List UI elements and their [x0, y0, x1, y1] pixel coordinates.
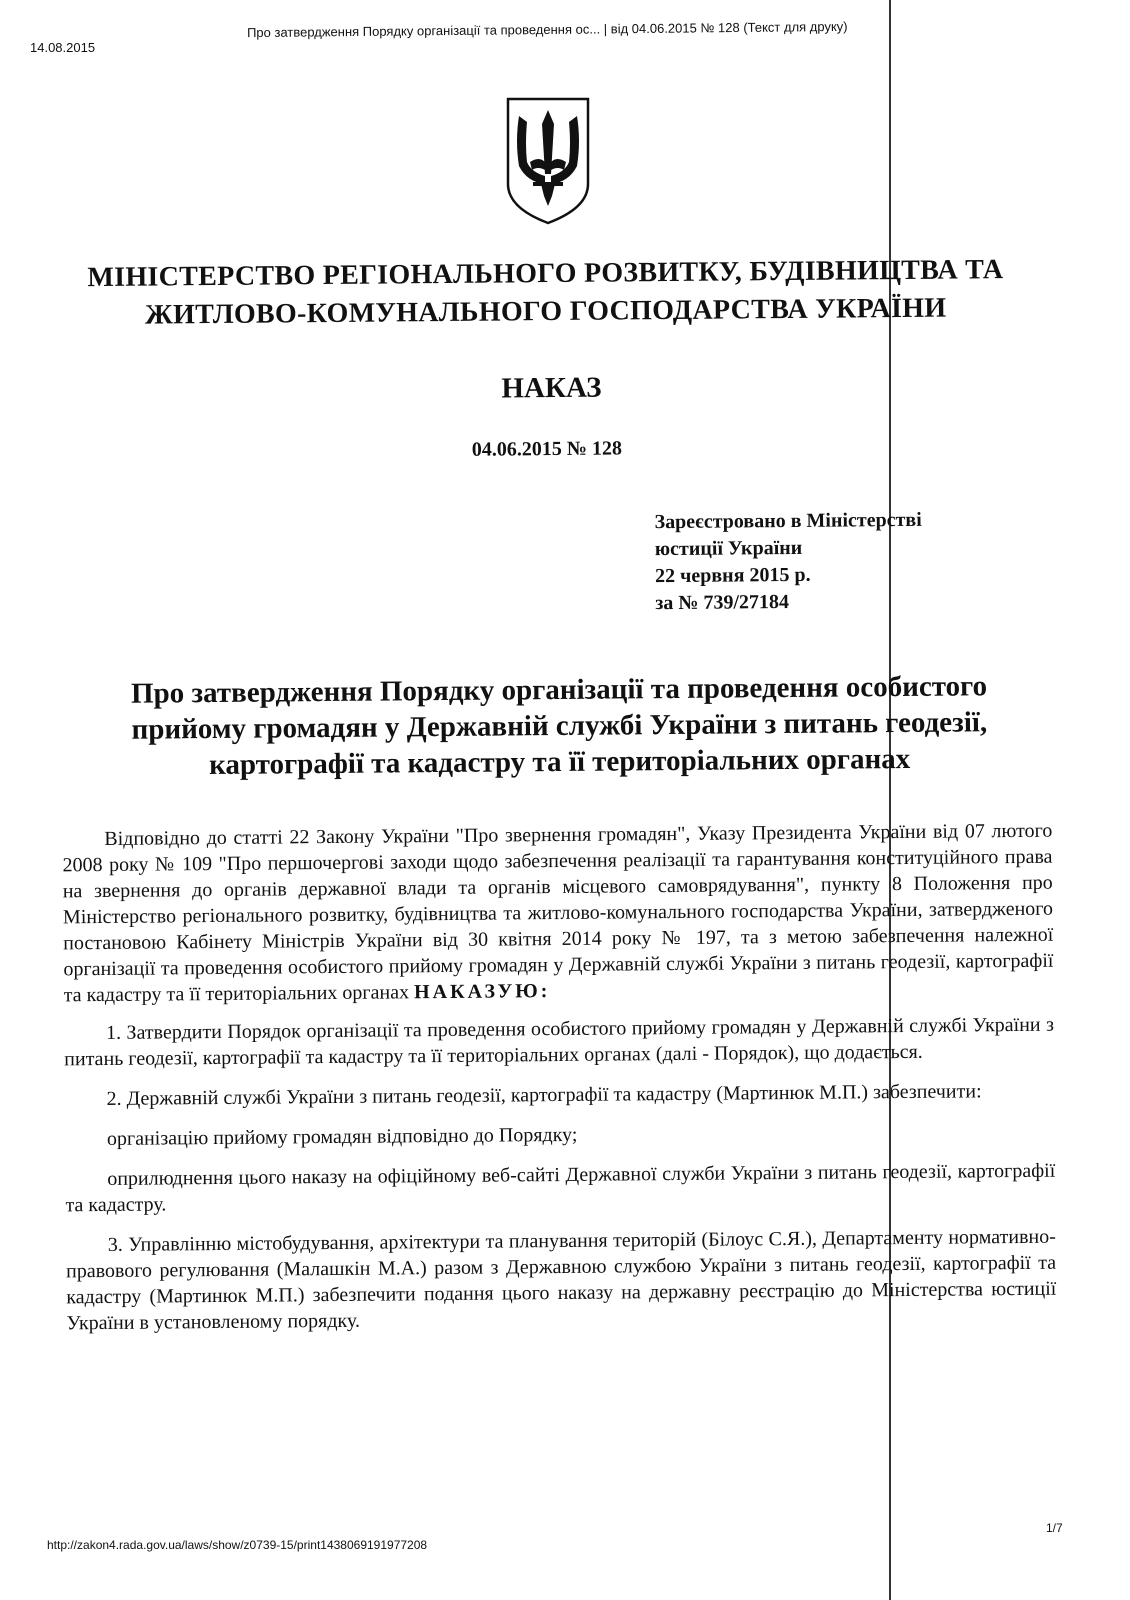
order-date-number: 04.06.2015 № 128 — [471, 437, 623, 461]
trident-coat-of-arms-icon — [505, 96, 591, 226]
registration-line-4: за № 739/27184 — [655, 590, 790, 615]
ministry-line-2: ЖИТЛОВО-КОМУНАЛЬНОГО ГОСПОДАРСТВА УКРАЇНИ — [144, 292, 947, 331]
registration-line-1: Зареєстровано в Міністерстві — [654, 508, 922, 534]
registration-stamp — [654, 507, 922, 617]
registration-line-2: юстиції України — [654, 536, 803, 561]
order-title: НАКАЗ — [501, 371, 602, 405]
order-text — [62, 818, 1056, 1337]
item-1-paragraph: 1. Затвердити Порядок організації та проведення особистого прийому громадян у Державній службі України з питань геодезії, картографії та кадастру та її територіальних органах (далі - Порядок), що додається. — [64, 1013, 1055, 1071]
preamble-text: Відповідно до статті 22 Закону України "Про звернення громадян", Указу Президента України від 07 лютого 2008 року № 109 "Про першочергові заходи щодо забезпечення реалізації та гарантування конституційного права на звернення до органів державної влади та органів місцевого самоврядування", пункту 8 Положення про Міністерство регіонального розвитку, будівництва та житлово-комунального господарства України, затвердженого постановою Кабінету Міністрів України від 30 квітня 2014 року № 197, та з метою забезпечення належної організації та проведення особистого прийому громадян у Державній службі України з питань геодезії, картографії та кадастру та її територіальних органах — [62, 819, 1054, 1007]
ministry-line-1: МІНІСТЕРСТВО РЕГІОНАЛЬНОГО РОЗВИТКУ, БУДІВНИЦТВА ТА — [87, 254, 1004, 294]
print-header — [0, 18, 1130, 55]
item-2a-paragraph: організацію прийому громадян відповідно до Порядку; — [106, 1123, 578, 1150]
print-page-number: 1/7 — [1046, 1521, 1063, 1535]
print-title: Про затвердження Порядку організації та проведення ос... | від 04.06.2015 № 128 (Текст для друку) — [246, 18, 848, 41]
print-date: 14.08.2015 — [30, 40, 96, 55]
order-subject: Про затвердження Порядку організації та проведення особистого прийому громадян у Державній службі України з питань геодезії, картографії та кадастру та її територіальних органах — [130, 670, 988, 782]
scan-artifact-line — [889, 0, 891, 1600]
preamble-paragraph — [62, 818, 1054, 1009]
ministry-name — [75, 251, 1016, 335]
item-2-paragraph: 2. Державній службі України з питань геодезії, картографії та кадастру (Мартинюк М.П.) забезпечити: — [106, 1080, 982, 1110]
nakazuyu-heading: НАКАЗУЮ: — [413, 980, 551, 1004]
item-2b-paragraph: оприлюднення цього наказу на офіційному веб-сайті Державної служби України з питань геодезії, картографії та кадастру. — [65, 1159, 1056, 1217]
registration-line-3: 22 червня 2015 р. — [654, 563, 811, 588]
item-3-paragraph: 3. Управлінню містобудування, архітектури та планування територій (Білоус С.Я.), Департаменту нормативно-правового регулювання (Малашкін М.А.) разом з Державною службою України з питань геодезії, картографії та кадастру (Мартинюк М.П.) забезпечити подання цього наказу на державну реєстрацію до Міністерства юстиції України в установленому порядку. — [65, 1225, 1057, 1335]
print-footer-url: http://zakon4.rada.gov.ua/laws/show/z0739-15/print1438069191977208 — [47, 1538, 428, 1552]
